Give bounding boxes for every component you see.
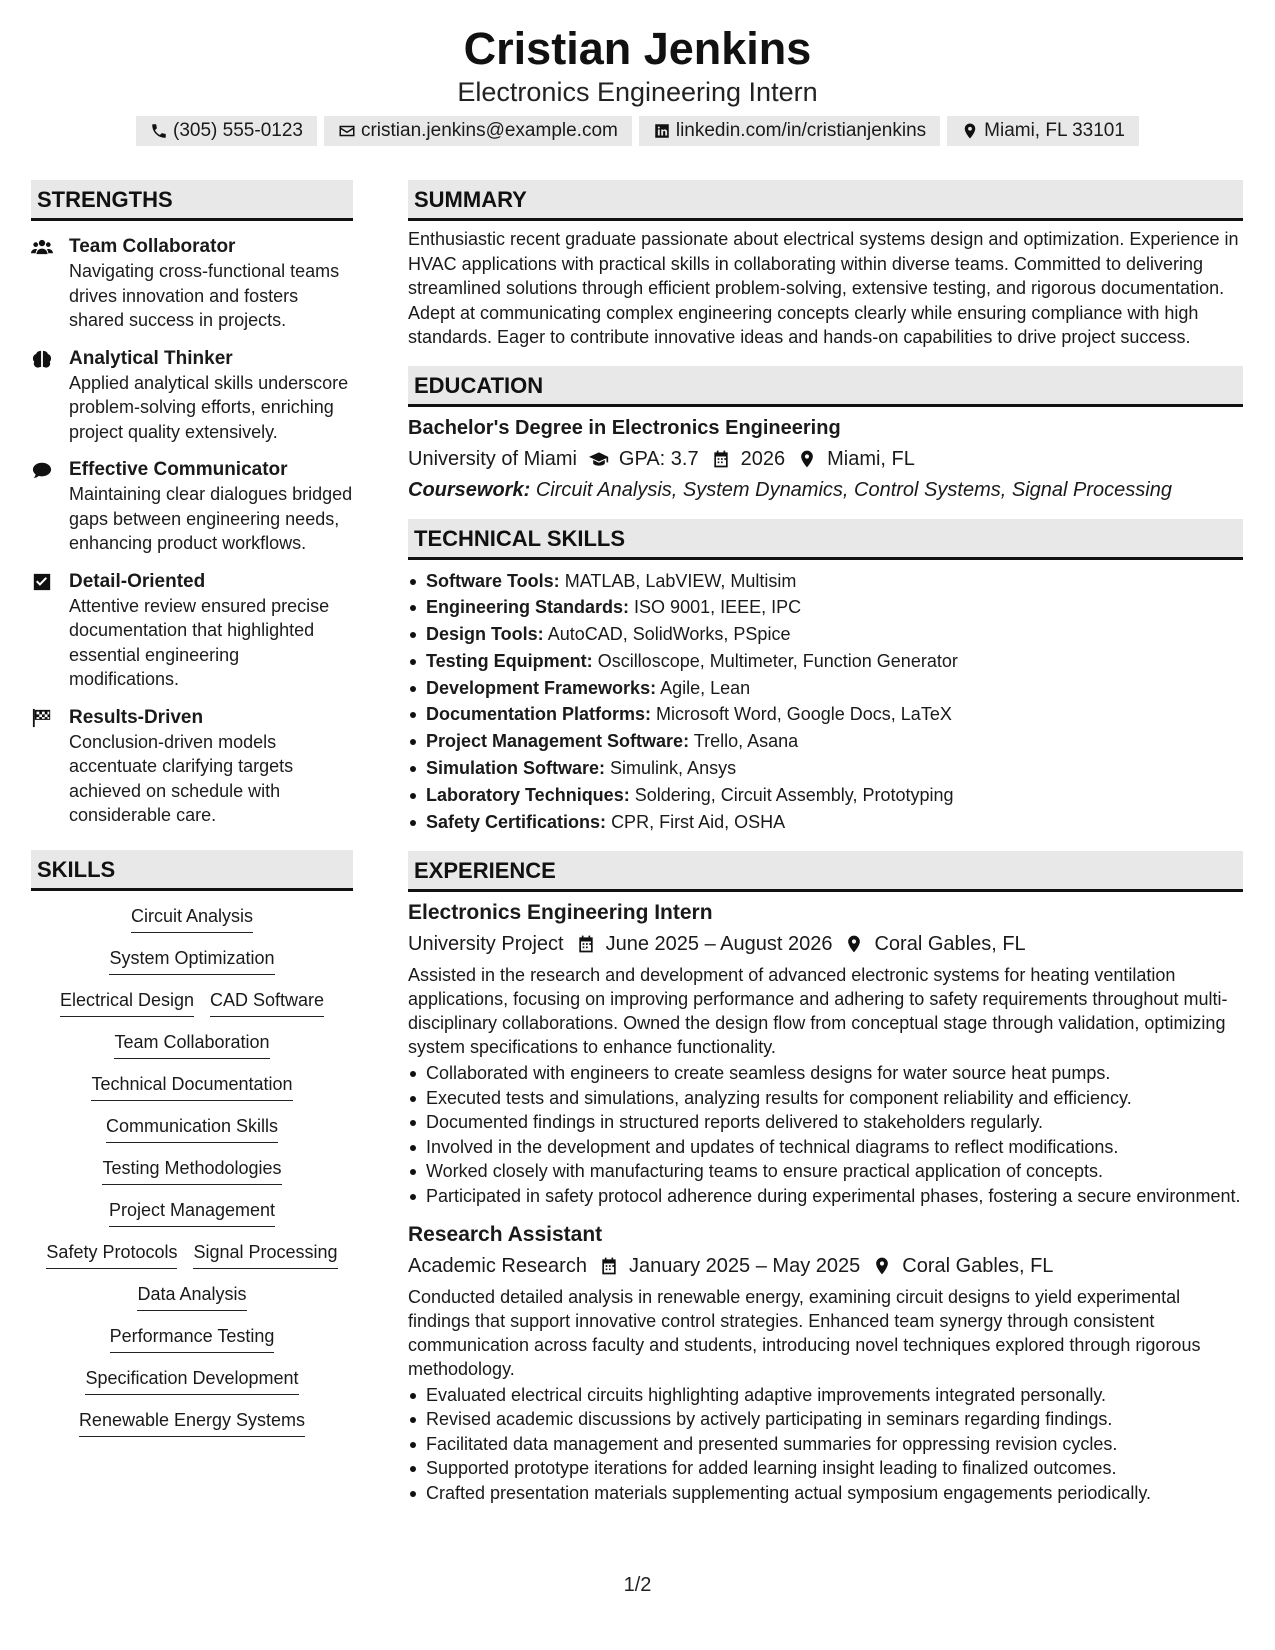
job-description: Conducted detailed analysis in renewable energy, examining circuit designs to yield experimental findings that support innovative control strategies. Enhanced team synergy through consistent communication across faculty and students, introducing novel techniques explored through rigorous methodology. <box>408 1286 1201 1379</box>
job-dates: January 2025 – May 2025 <box>628 1254 861 1277</box>
contact-linkedin-text: linkedin.com/in/cristianjenkins <box>675 120 927 141</box>
list-item: Crafted presentation materials supplementing actual symposium engagements periodically. <box>408 1481 1243 1506</box>
list-item: Testing Equipment: Oscilloscope, Multimeter, Function Generator <box>408 648 1243 675</box>
experience-heading: EXPERIENCE <box>408 851 1243 892</box>
candidate-title: Electronics Engineering Intern <box>457 77 818 107</box>
calendar-icon <box>599 1256 619 1276</box>
strength-item <box>31 570 353 692</box>
map-pin-icon <box>961 122 979 140</box>
coursework-list: Circuit Analysis, System Dynamics, Control Systems, Signal Processing <box>535 478 1172 501</box>
job-entry <box>408 1222 1243 1506</box>
job-org: Academic Research <box>408 1254 587 1277</box>
skill-tag: Team Collaboration <box>114 1030 269 1059</box>
map-pin-icon <box>872 1256 892 1276</box>
strength-title: Effective Communicator <box>69 459 288 480</box>
job-location: Coral Gables, FL <box>902 1254 1054 1277</box>
contact-location <box>947 116 1139 146</box>
page-number: 1/2 <box>623 1574 652 1596</box>
strength-item <box>31 706 353 828</box>
skill-tag: Circuit Analysis <box>131 904 253 933</box>
job-bullets <box>408 1383 1243 1506</box>
skill-tag: Technical Documentation <box>91 1072 292 1101</box>
speech-bubble-icon <box>31 460 53 480</box>
job-title: Electronics Engineering Intern <box>408 901 713 925</box>
resume-header <box>0 0 1275 146</box>
list-item: Involved in the development and updates of technical diagrams to reflect modifications. <box>408 1135 1243 1160</box>
skills-heading: SKILLS <box>31 850 353 891</box>
skill-tag: Electrical Design <box>60 988 194 1017</box>
experience-section <box>408 851 1243 1505</box>
calendar-icon <box>576 934 596 954</box>
list-item: Simulation Software: Simulink, Ansys <box>408 755 1243 782</box>
graduation-cap-icon <box>589 449 609 469</box>
job-meta <box>408 1253 1243 1279</box>
skill-tag: Performance Testing <box>110 1324 275 1353</box>
map-pin-icon <box>797 449 817 469</box>
job-dates: June 2025 – August 2026 <box>605 933 833 956</box>
list-item: Evaluated electrical circuits highlighting adaptive improvements integrated personally. <box>408 1383 1243 1408</box>
brain-icon <box>31 349 53 369</box>
job-meta <box>408 931 1243 957</box>
list-item: Worked closely with manufacturing teams to ensure practical application of concepts. <box>408 1159 1243 1184</box>
skill-tag: Testing Methodologies <box>102 1156 281 1185</box>
strength-desc: Applied analytical skills underscore problem-solving efforts, enriching project quality extensively. <box>69 372 349 442</box>
job-entry <box>408 900 1243 1208</box>
skill-tag: Communication Skills <box>106 1114 278 1143</box>
calendar-icon <box>711 449 731 469</box>
list-item: Engineering Standards: ISO 9001, IEEE, IPC <box>408 594 1243 621</box>
skill-tag: CAD Software <box>210 988 324 1017</box>
strength-title: Detail-Oriented <box>69 570 206 592</box>
school-name: University of Miami <box>408 447 577 470</box>
job-description: Assisted in the research and development of advanced electronic systems for heating ventilation applications, focusing on improving performance and adhering to safety requirements throughout multi-disciplinary collaborations. Owned the design flow from conceptual stage through validation, optimizing system specifications to enhance functionality. <box>408 965 1228 1058</box>
list-item: Development Frameworks: Agile, Lean <box>408 675 1243 702</box>
list-item: Safety Certifications: CPR, First Aid, OSHA <box>408 809 1243 836</box>
list-item: Design Tools: AutoCAD, SolidWorks, PSpice <box>408 621 1243 648</box>
contact-email[interactable] <box>324 116 632 146</box>
list-item: Software Tools: MATLAB, LabVIEW, Multisim <box>408 568 1243 595</box>
job-location: Coral Gables, FL <box>874 933 1026 956</box>
strength-desc: Attentive review ensured precise documentation that highlighted essential engineering modifications. <box>69 595 330 689</box>
list-item: Documented findings in structured reports delivered to stakeholders regularly. <box>408 1110 1243 1135</box>
strength-title: Analytical Thinker <box>69 347 233 369</box>
job-title: Research Assistant <box>408 1222 603 1246</box>
skills-section <box>31 850 353 1437</box>
strength-item <box>31 347 353 445</box>
education-section <box>408 366 1243 503</box>
list-item: Collaborated with engineers to create seamless designs for water source heat pumps. <box>408 1061 1243 1086</box>
skill-tag: System Optimization <box>109 946 274 975</box>
skill-tag: Data Analysis <box>137 1282 246 1311</box>
list-item: Laboratory Techniques: Soldering, Circuit Assembly, Prototyping <box>408 782 1243 809</box>
gpa: GPA: 3.7 <box>618 447 699 470</box>
summary-text: Enthusiastic recent graduate passionate about electrical systems design and optimization. Experience in HVAC applications with practical skills in collaborating within diverse teams. Committed to delivering streamlined solutions through efficient problem-solving, extensive testing, and rigorous documentation. Adept at communicating complex engineering concepts clearly while ensuring compliance with high standards. Eager to contribute innovative ideas and hands-on capabilities to drive project success. <box>408 229 1239 347</box>
technical-skills-heading: TECHNICAL SKILLS <box>408 519 1243 560</box>
strengths-heading: STRENGTHS <box>31 180 353 221</box>
list-item: Executed tests and simulations, analyzing results for component reliability and efficiency. <box>408 1086 1243 1111</box>
strength-desc: Conclusion-driven models accentuate clarifying targets achieved on schedule with considerable care. <box>69 731 294 825</box>
graduation-year: 2026 <box>740 447 786 470</box>
technical-skills-section <box>408 519 1243 836</box>
strength-item <box>31 235 353 333</box>
skill-tag: Specification Development <box>85 1366 298 1395</box>
list-item: Participated in safety protocol adherence during experimental phases, fostering a secure environment. <box>408 1184 1243 1208</box>
strength-title: Results-Driven <box>69 706 204 728</box>
contact-email-text: cristian.jenkins@example.com <box>360 120 618 141</box>
contact-bar <box>0 116 1275 146</box>
list-item: Project Management Software: Trello, Asana <box>408 728 1243 755</box>
job-org: University Project <box>408 933 564 956</box>
phone-icon <box>150 122 168 140</box>
skill-tag: Project Management <box>109 1198 275 1227</box>
skill-tag: Safety Protocols <box>46 1240 177 1269</box>
strength-desc: Maintaining clear dialogues bridged gaps between engineering needs, enhancing product workflows. <box>69 484 353 553</box>
summary-section <box>408 180 1243 350</box>
skill-tag: Renewable Energy Systems <box>79 1408 305 1437</box>
contact-linkedin[interactable] <box>639 116 940 146</box>
education-location: Miami, FL <box>827 447 915 470</box>
strength-desc: Navigating cross-functional teams drives innovation and fosters shared success in projects. <box>69 261 340 330</box>
strength-item <box>31 458 353 556</box>
education-meta <box>408 446 1243 472</box>
list-item: Facilitated data management and presented summaries for oppressing revision cycles. <box>408 1432 1243 1457</box>
checkbox-icon <box>31 572 53 592</box>
linkedin-icon <box>653 122 671 140</box>
technical-skills-list <box>408 568 1243 836</box>
skill-tag: Signal Processing <box>193 1240 337 1269</box>
summary-heading: SUMMARY <box>408 180 1243 221</box>
list-item: Supported prototype iterations for added learning insight leading to finalized outcomes. <box>408 1456 1243 1481</box>
contact-location-text: Miami, FL 33101 <box>984 120 1125 141</box>
right-column <box>408 180 1243 1505</box>
map-pin-icon <box>844 934 864 954</box>
candidate-name: Cristian Jenkins <box>463 23 812 74</box>
degree-title: Bachelor's Degree in Electronics Engineering <box>408 416 841 439</box>
envelope-icon <box>338 122 356 140</box>
coursework-label: Coursework: <box>408 478 531 501</box>
job-bullets <box>408 1061 1243 1208</box>
strength-title: Team Collaborator <box>69 236 236 257</box>
flag-checkered-icon <box>31 708 53 728</box>
users-icon <box>31 237 53 257</box>
education-heading: EDUCATION <box>408 366 1243 407</box>
coursework <box>408 477 1243 503</box>
contact-phone-text: (305) 555-0123 <box>173 120 303 141</box>
left-column <box>31 180 353 1437</box>
contact-phone[interactable] <box>136 116 317 146</box>
list-item: Documentation Platforms: Microsoft Word, Google Docs, LaTeX <box>408 701 1243 728</box>
list-item: Revised academic discussions by actively participating in seminars regarding findings. <box>408 1407 1243 1432</box>
